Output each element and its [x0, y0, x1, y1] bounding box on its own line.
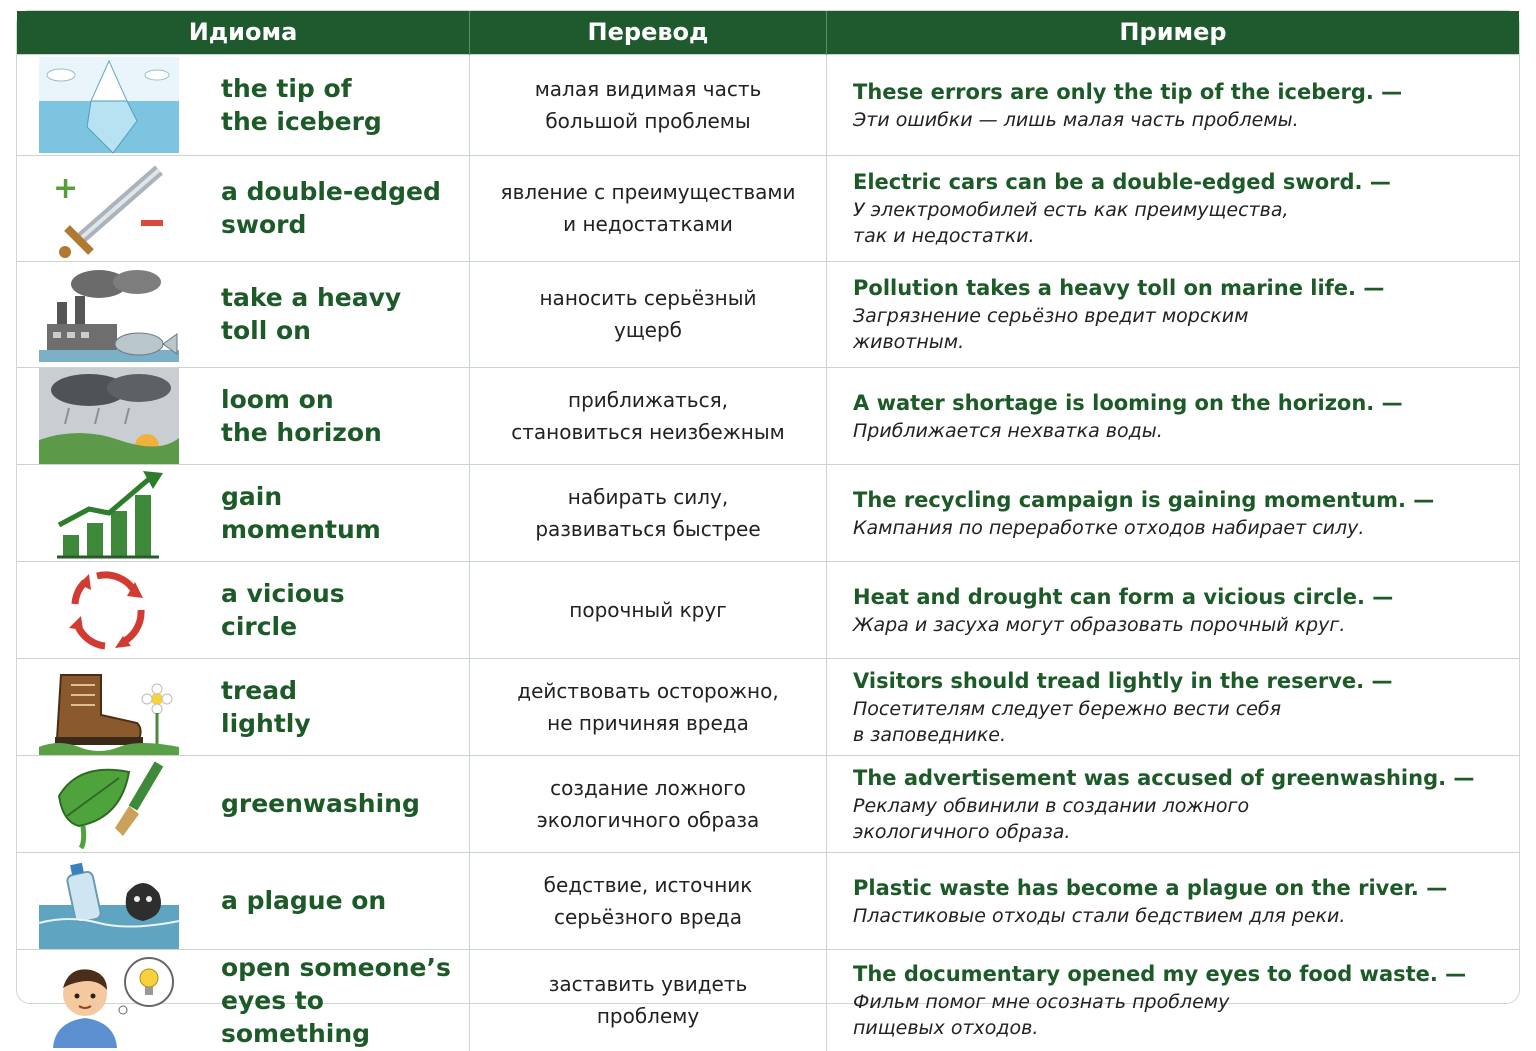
translation-text: заставить увидеть проблему [470, 949, 827, 1051]
example-russian: У электромобилей есть как преимущества, так и недостатки. [853, 199, 1289, 247]
table-row [17, 949, 1519, 1051]
translation-text: явление с преимуществами и недостатками [470, 155, 827, 261]
table-row [17, 658, 1519, 755]
idiom-text: gain momentum [221, 481, 381, 544]
header-idiom: Идиома [17, 11, 470, 54]
example-english: The recycling campaign is gaining momentum. — [853, 487, 1435, 512]
idea-person-icon [39, 952, 179, 1048]
idioms-table-card [16, 10, 1520, 1048]
idiom-text: take a heavy toll on [221, 283, 402, 345]
storm-horizon-icon [39, 368, 179, 464]
example-english: Visitors should tread lightly in the reserve. — [853, 668, 1393, 693]
translation-text: набирать силу, развиваться быстрее [470, 464, 827, 561]
table-row [17, 261, 1519, 367]
table-row [17, 54, 1519, 155]
example-english: The documentary opened my eyes to food waste. — [853, 962, 1467, 987]
example-cell [827, 367, 1520, 464]
factory-fish-icon [39, 266, 179, 362]
table-row [17, 852, 1519, 949]
table-row [17, 367, 1519, 464]
example-english: Plastic waste has become a plague on the river. — [853, 875, 1448, 900]
example-russian: Приближается нехватка воды. [853, 419, 1163, 442]
svg-text:+: + [53, 171, 79, 206]
translation-text: действовать осторожно, не причиняя вреда [470, 658, 827, 755]
idiom-text: tread lightly [221, 675, 311, 738]
translation-text: приближаться, становиться неизбежным [470, 367, 827, 464]
example-english: Pollution takes a heavy toll on marine life. — [853, 276, 1385, 300]
example-cell [827, 949, 1520, 1051]
example-russian: Жара и засуха могут образовать порочный круг. [853, 613, 1346, 636]
example-cell [827, 261, 1520, 367]
example-cell [827, 464, 1520, 561]
translation-text: создание ложного экологичного образа [470, 755, 827, 852]
example-english: A water shortage is looming on the horizon. — [853, 390, 1403, 415]
example-russian: Рекламу обвинили в создании ложного экологичного образа. [853, 794, 1250, 843]
idiom-text: a vicious circle [221, 578, 345, 641]
growth-chart-icon [39, 465, 179, 561]
leaf-brush-icon [39, 756, 179, 852]
idiom-text: greenwashing [221, 789, 420, 818]
example-cell [827, 755, 1520, 852]
idiom-text: the tip of the iceberg [221, 73, 382, 136]
example-russian: Эти ошибки — лишь малая часть проблемы. [853, 108, 1299, 131]
idiom-text: open someone’s eyes to something [221, 952, 451, 1048]
example-cell [827, 658, 1520, 755]
example-russian: Кампания по переработке отходов набирает силу. [853, 516, 1365, 539]
example-english: These errors are only the tip of the iceberg. — [853, 79, 1403, 104]
table-row [17, 561, 1519, 658]
example-russian: Посетителям следует бережно вести себя в заповеднике. [853, 697, 1282, 746]
translation-text: наносить серьёзный ущерб [470, 261, 827, 367]
translation-text: бедствие, источник серьёзного вреда [470, 852, 827, 949]
header-translation: Перевод [470, 11, 827, 54]
example-english: The advertisement was accused of greenwashing. — [853, 765, 1475, 790]
idiom-text: a plague on [221, 886, 387, 915]
translation-text: порочный круг [470, 561, 827, 658]
boot-icon [39, 659, 179, 755]
table-row [17, 755, 1519, 852]
example-russian: Загрязнение серьёзно вредит морским животным. [853, 305, 1249, 353]
table-header-row [17, 11, 1519, 54]
example-english: Heat and drought can form a vicious circle. — [853, 584, 1394, 609]
translation-text: малая видимая часть большой проблемы [470, 54, 827, 155]
example-cell [827, 155, 1520, 261]
cycle-arrows-icon [39, 562, 179, 658]
header-example: Пример [827, 11, 1520, 54]
example-russian: Пластиковые отходы стали бедствием для реки. [853, 904, 1346, 927]
idiom-text: a double-edged sword [221, 177, 441, 239]
idiom-text: loom on the horizon [221, 384, 382, 447]
example-cell [827, 852, 1520, 949]
example-cell [827, 561, 1520, 658]
iceberg-icon [39, 57, 179, 153]
idioms-table [17, 11, 1519, 1051]
table-row [17, 464, 1519, 561]
example-cell [827, 54, 1520, 155]
example-russian: Фильм помог мне осознать проблему пищевых отходов. [853, 991, 1230, 1040]
example-english: Electric cars can be a double-edged sword. — [853, 170, 1391, 194]
plastic-waste-icon [39, 853, 179, 949]
sword-icon [39, 160, 179, 256]
table-row [17, 155, 1519, 261]
